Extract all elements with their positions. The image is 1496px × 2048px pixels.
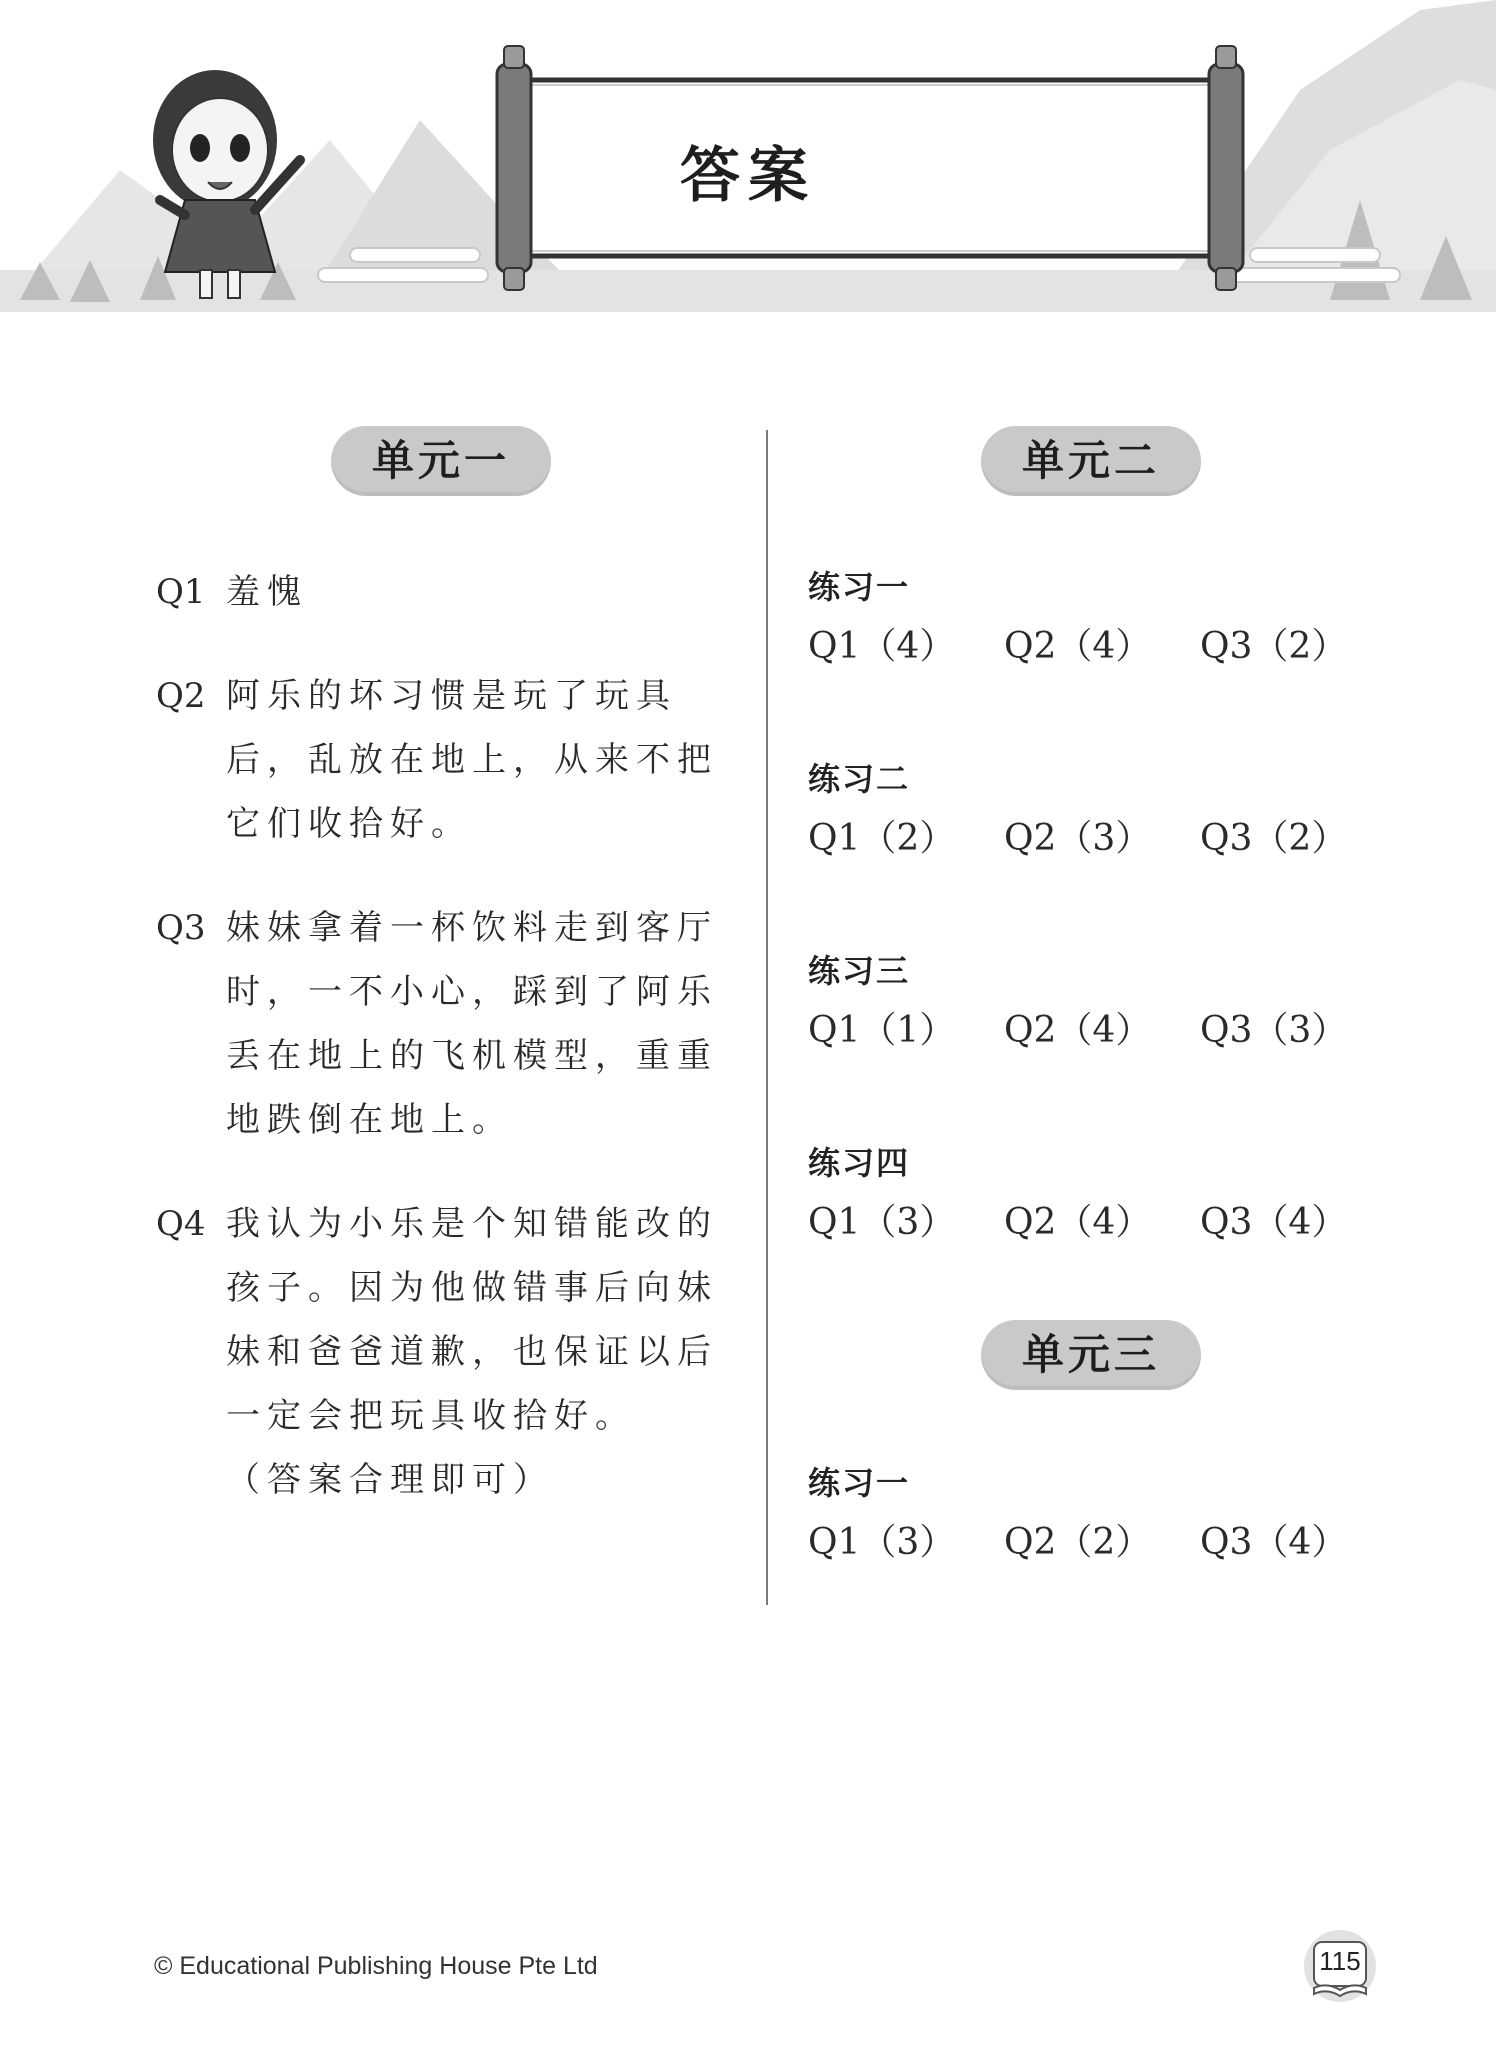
answer-text: 羞愧 [226, 572, 308, 612]
unit1-label: 单元一 [331, 426, 551, 496]
unit1-q4 [156, 1192, 736, 1512]
answer-text: 妹妹拿着一杯饮料走到客厅时，一不小心，踩到了阿乐丢在地上的飞机模型，重重地跌倒在地上。 [226, 908, 718, 1140]
answer: Q2（3） [1004, 818, 1152, 859]
unit2-label: 单元二 [981, 426, 1201, 496]
page-number-badge [1300, 1928, 1380, 2008]
answer-note: （答案合理即可） [226, 1460, 554, 1500]
exercise-answers [808, 1190, 1396, 1256]
answer-text: 我认为小乐是个知错能改的孩子。因为他做错事后向妹妹和爸爸道歉，也保证以后一定会把玩具收拾好。 [226, 1204, 718, 1436]
unit2-exercise-4 [808, 1136, 1396, 1256]
exercise-answers [808, 614, 1396, 680]
unit2-exercise-2 [808, 752, 1396, 872]
exercise-title: 练习一 [808, 568, 911, 606]
exercise-title: 练习四 [808, 1144, 911, 1182]
answer: Q1（1） [808, 1010, 956, 1051]
answer: Q1（2） [808, 818, 956, 859]
question-number: Q2 [156, 676, 206, 716]
exercise-answers [808, 1510, 1396, 1576]
answer-text: 阿乐的坏习惯是玩了玩具后，乱放在地上，从来不把它们收拾好。 [226, 676, 718, 844]
answer: Q1（3） [808, 1202, 956, 1243]
answer: Q3（3） [1200, 1010, 1348, 1051]
question-number: Q1 [156, 572, 206, 612]
page-number: 115 [1319, 1946, 1361, 1976]
answer: Q3（2） [1200, 818, 1348, 859]
exercise-title: 练习二 [808, 760, 911, 798]
header-banner [0, 0, 1496, 312]
answer: Q2（4） [1004, 1202, 1152, 1243]
answer: Q2（4） [1004, 1010, 1152, 1051]
answer: Q2（4） [1004, 626, 1152, 667]
unit3-label: 单元三 [981, 1320, 1201, 1390]
unit1-q1 [156, 560, 736, 624]
question-number: Q4 [156, 1204, 206, 1244]
unit2-exercise-3 [808, 944, 1396, 1064]
column-divider [766, 430, 768, 1605]
exercise-answers [808, 998, 1396, 1064]
unit2-exercise-1 [808, 560, 1396, 680]
unit1-answers [156, 560, 736, 1552]
answer: Q1（3） [808, 1522, 956, 1563]
exercise-title: 练习一 [808, 1464, 911, 1502]
unit1-q3 [156, 896, 736, 1152]
answer: Q3（2） [1200, 626, 1348, 667]
unit1-q2 [156, 664, 736, 856]
copyright-notice: © Educational Publishing House Pte Ltd [154, 1952, 598, 1980]
question-number: Q3 [156, 908, 206, 948]
answer: Q3（4） [1200, 1522, 1348, 1563]
unit3-exercise-1 [808, 1456, 1396, 1576]
exercise-answers [808, 806, 1396, 872]
answer: Q1（4） [808, 626, 956, 667]
answer: Q2（2） [1004, 1522, 1152, 1563]
page-title: 答案 [680, 141, 816, 211]
answer: Q3（4） [1200, 1202, 1348, 1243]
exercise-title: 练习三 [808, 952, 911, 990]
